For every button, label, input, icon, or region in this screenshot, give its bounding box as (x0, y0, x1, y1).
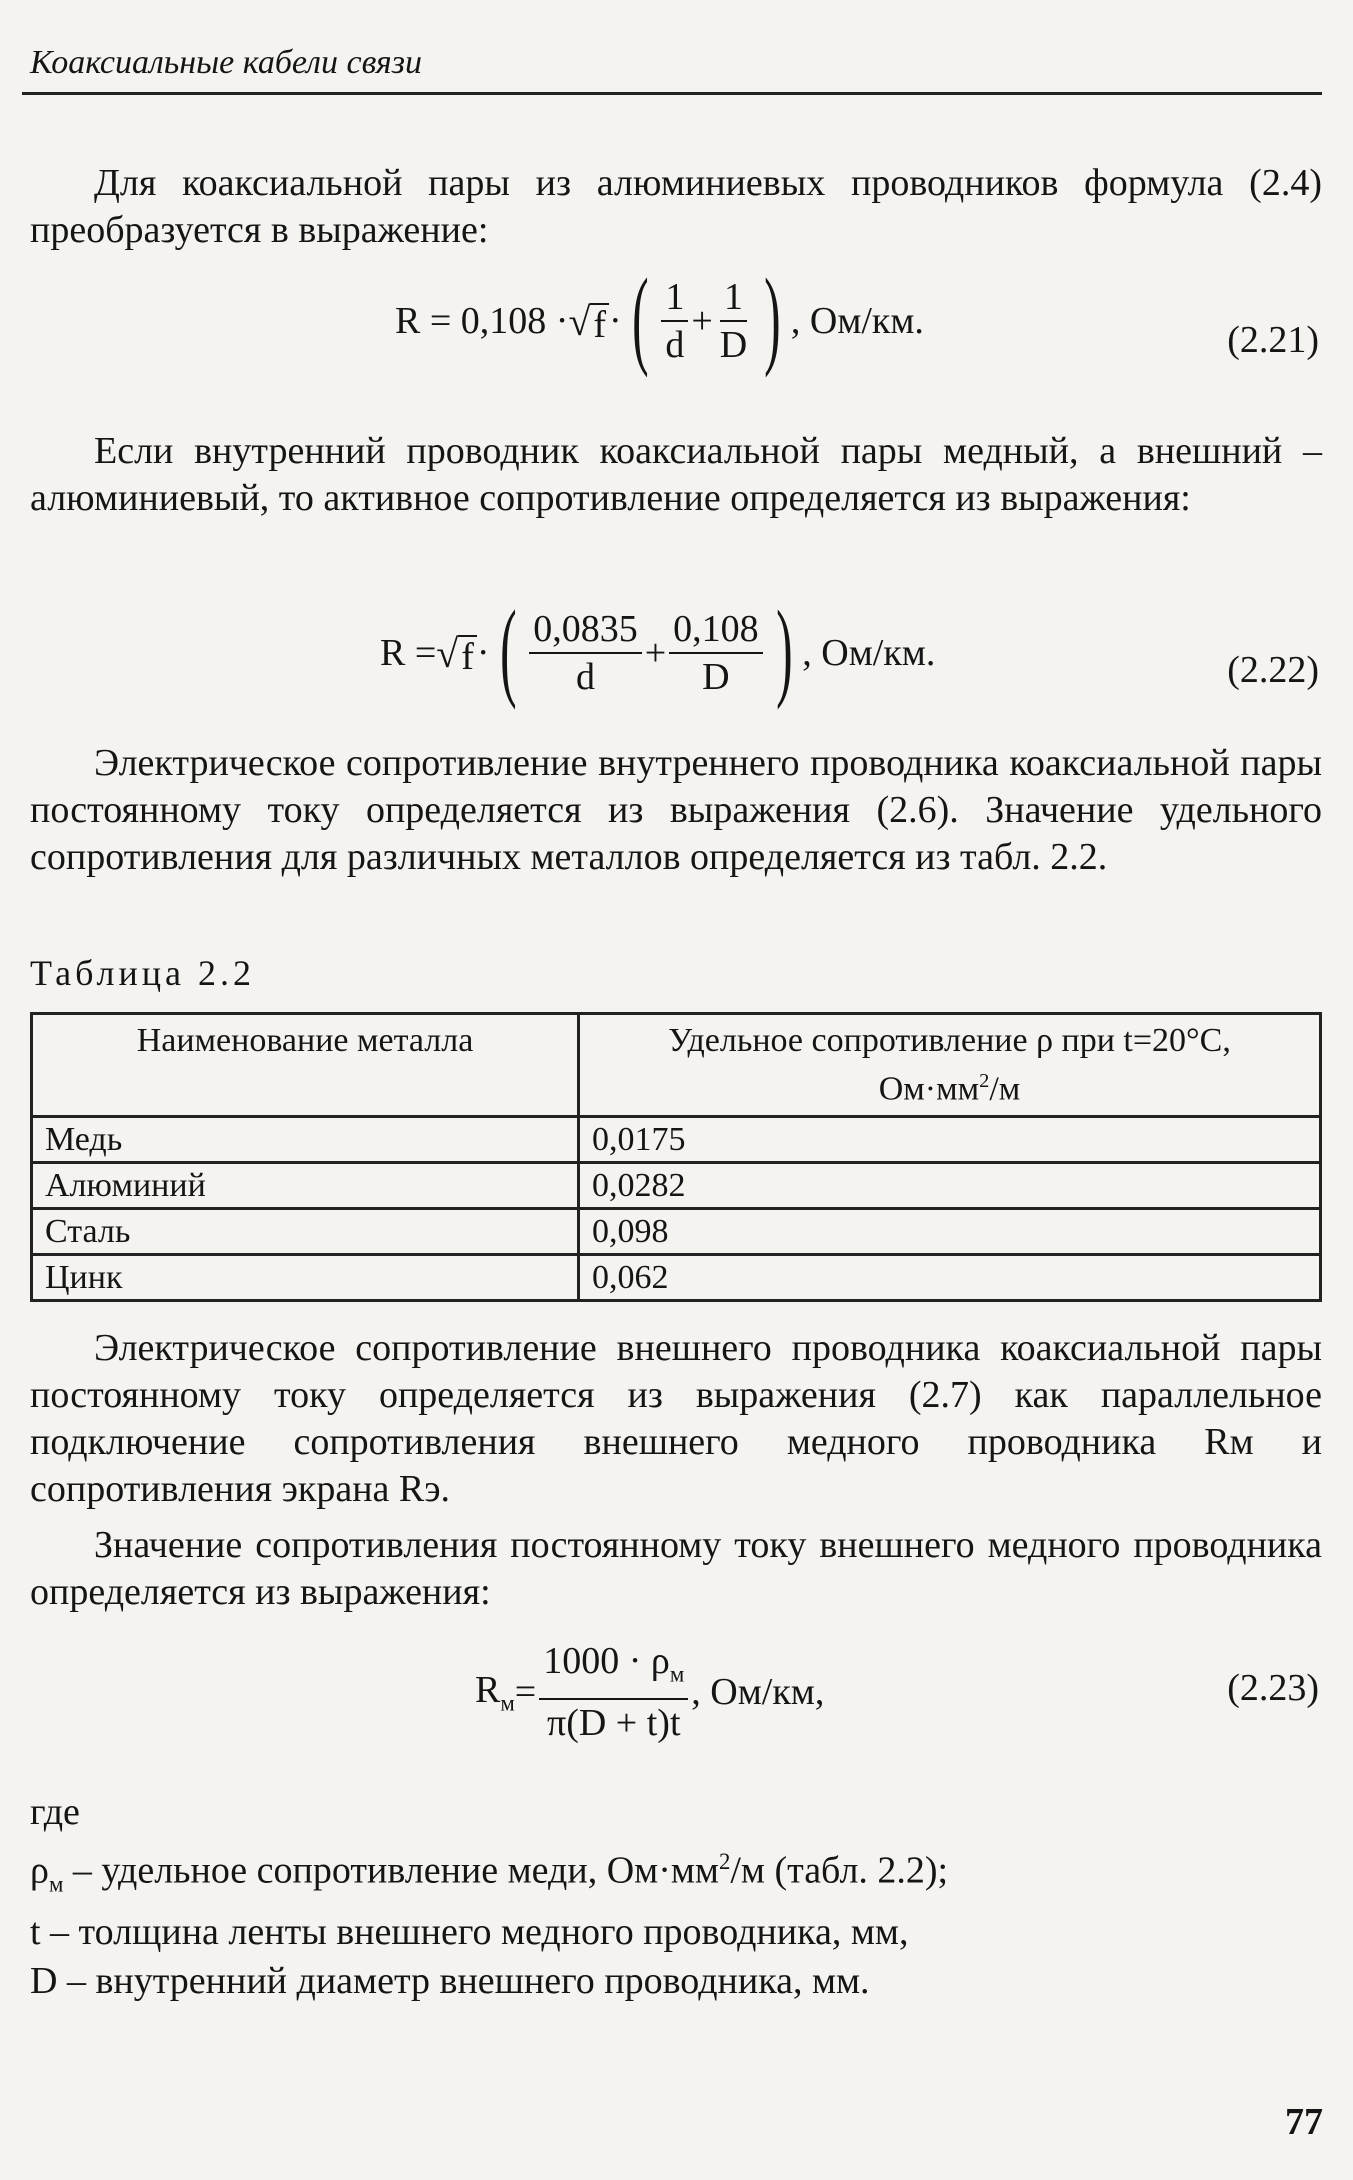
metal-cell: Цинк (32, 1255, 579, 1301)
fraction-1 (661, 276, 688, 366)
denominator: D (702, 656, 730, 698)
subscript-m: м (48, 1871, 64, 1897)
paragraph-5: Значение сопротивления постоянному току внешнего медного проводника определяется из выражения: (30, 1524, 1322, 1613)
table-header-row (32, 1014, 1321, 1117)
symbol-r: R (475, 1668, 501, 1711)
unit-part: /м (989, 1070, 1021, 1108)
plus-sign: + (644, 632, 667, 674)
rho-symbol: ρ (30, 1849, 49, 1892)
where-label: где (30, 1791, 80, 1833)
paragraph-2: Если внутренний проводник коаксиальной пары медный, а внешний – алюминиевый, то активное сопротивление определяется из выражения: (30, 430, 1322, 519)
right-paren: ) (764, 256, 781, 378)
definition-text: – удельное сопротивление меди, Ом·мм (63, 1849, 719, 1892)
equation-number: (2.23) (1227, 1667, 1319, 1709)
definition-t: t – толщина ленты внешнего медного проводника, мм, (30, 1911, 909, 1954)
numerator: 0,108 (669, 608, 763, 654)
value-cell: 0,0282 (579, 1163, 1321, 1209)
resistivity-table (30, 1012, 1322, 1302)
sqrt-symbol: √ (568, 298, 591, 344)
fraction (539, 1640, 688, 1744)
equation-number: (2.21) (1227, 319, 1319, 361)
formula-lhs: R = 0,108 · (395, 300, 569, 342)
multiply-dot: · (476, 632, 490, 674)
sqrt-symbol: √ (436, 630, 459, 676)
definition-text: /м (табл. 2.2); (730, 1849, 949, 1892)
unit-superscript: 2 (718, 1849, 731, 1874)
running-title: Коаксиальные кабели связи (30, 44, 422, 81)
numerator (539, 1640, 688, 1700)
fraction-2 (716, 276, 751, 366)
formula-2-22 (380, 588, 936, 710)
metal-cell: Сталь (32, 1209, 579, 1255)
formula-units: , Ом/км. (790, 300, 924, 342)
header-resistivity (579, 1014, 1321, 1117)
sqrt-expression (436, 630, 477, 677)
formula-lhs: R = (380, 632, 437, 674)
table-caption: Таблица 2.2 (30, 953, 255, 993)
paragraph-3: Электрическое сопротивление внутреннего проводника коаксиальной пары постоянному току определяется из выражения (2.6). Значение удельного сопротивления для различных металлов определяется из табл. 2.2. (30, 742, 1322, 878)
unit-superscript: 2 (979, 1070, 990, 1092)
subscript-m: м (669, 1661, 685, 1687)
formula-2-23 (475, 1640, 824, 1744)
metal-cell: Алюминий (32, 1163, 579, 1209)
metal-cell: Медь (32, 1117, 579, 1163)
right-paren: ) (775, 588, 793, 710)
equation-number: (2.22) (1227, 649, 1319, 691)
header-resistivity-line1: Удельное сопротивление ρ при t=20°C, (668, 1022, 1231, 1059)
sqrt-expression (568, 298, 609, 345)
denominator: d (665, 324, 685, 366)
numerator: 1 (661, 276, 688, 322)
formula-units: , Ом/км, (691, 1670, 825, 1713)
sqrt-radicand: f (590, 303, 609, 345)
denominator: d (575, 656, 595, 698)
sqrt-radicand: f (458, 635, 477, 677)
header-rule (22, 92, 1322, 95)
subscript-m: м (500, 1690, 515, 1716)
header-metal-name: Наименование металла (32, 1014, 579, 1117)
value-cell: 0,0175 (579, 1117, 1321, 1163)
value-cell: 0,098 (579, 1209, 1321, 1255)
plus-sign: + (691, 300, 713, 342)
denominator: π(D + t)t (547, 1701, 681, 1744)
formula-units: , Ом/км. (802, 632, 936, 674)
value-cell: 0,062 (579, 1255, 1321, 1301)
left-paren: ( (499, 588, 517, 710)
numerator: 1 (720, 276, 747, 322)
denominator: D (719, 324, 748, 366)
fraction-1 (529, 608, 642, 698)
table-row (32, 1209, 1321, 1255)
definition-rho (30, 1837, 948, 1908)
fraction-2 (669, 608, 763, 698)
multiply-dot: · (609, 300, 622, 342)
table-row (32, 1255, 1321, 1301)
numerator: 0,0835 (529, 608, 642, 654)
left-paren: ( (631, 256, 649, 378)
paragraph-1: Для коаксиальной пары из алюминиевых проводников формула (2.4) преобразуется в выражение: (30, 162, 1322, 251)
paragraph-4: Электрическое сопротивление внешнего проводника коаксиальной пары постоянному току определяется из выражения (2.7) как параллельное подключение сопротивления внешнего медного проводника Rм и сопротивления экрана Rэ. (30, 1327, 1322, 1510)
table-row (32, 1117, 1321, 1163)
numerator-text: 1000 · ρ (543, 1640, 670, 1682)
formula-2-21 (395, 256, 924, 378)
page-number: 77 (1285, 2101, 1323, 2143)
table-row (32, 1163, 1321, 1209)
formula-lhs (475, 1668, 515, 1717)
definitions (30, 1788, 948, 2006)
header-resistivity-line2 (592, 1061, 1307, 1109)
definition-d: D – внутренний диаметр внешнего проводника, мм. (30, 1960, 870, 2003)
unit-part: Ом·мм (878, 1070, 980, 1108)
equals-sign: = (514, 1670, 537, 1713)
